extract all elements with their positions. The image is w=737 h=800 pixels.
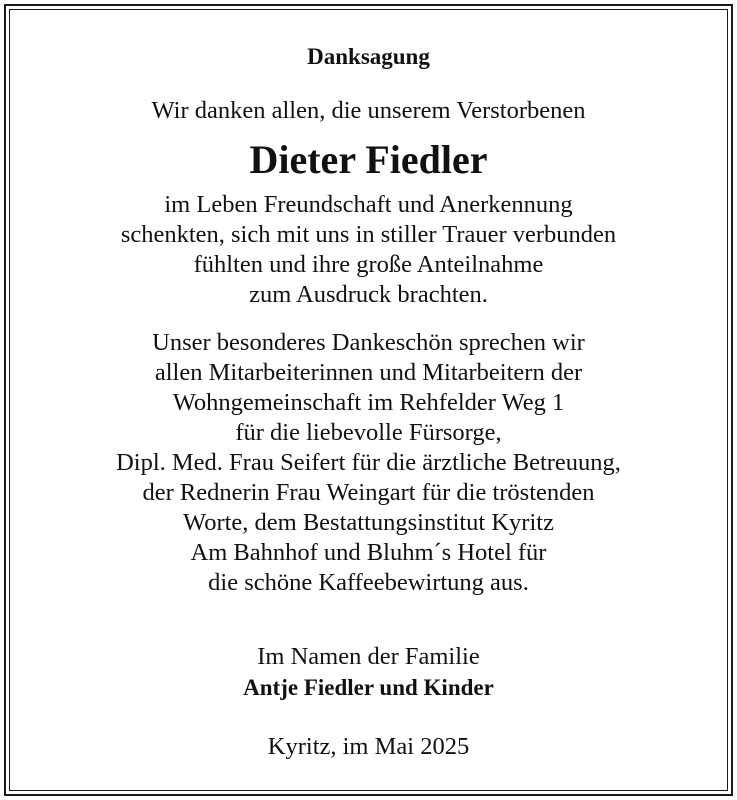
family-signature: Antje Fiedler und Kinder xyxy=(243,675,494,700)
deceased-name: Dieter Fiedler xyxy=(249,137,488,182)
notice-title: Danksagung xyxy=(307,44,430,69)
gratitude-paragraph xyxy=(10,190,727,310)
paragraph-line: für die liebevolle Fürsorge, xyxy=(235,419,502,446)
family-intro: Im Namen der Familie xyxy=(257,643,480,670)
paragraph-line: zum Ausdruck brachten. xyxy=(249,281,488,308)
paragraph-line: Worte, dem Bestattungsinstitut Kyritz xyxy=(183,509,554,536)
paragraph-line: Am Bahnhof und Bluhm´s Hotel für xyxy=(190,539,547,566)
place-and-date: Kyritz, im Mai 2025 xyxy=(267,733,470,760)
paragraph-line: Dipl. Med. Frau Seifert für die ärztliche Betreuung, xyxy=(116,449,621,476)
intro-line: Wir danken allen, die unserem Verstorbenen xyxy=(151,97,586,124)
paragraph-line: Wohngemeinschaft im Rehfelder Weg 1 xyxy=(172,389,565,416)
paragraph-line: allen Mitarbeiterinnen und Mitarbeitern der xyxy=(154,359,583,386)
special-thanks-paragraph xyxy=(10,328,727,598)
paragraph-line: schenkten, sich mit uns in stiller Trauer verbunden xyxy=(120,221,617,248)
paragraph-line: fühlten und ihre große Anteilnahme xyxy=(193,251,544,278)
paragraph-line: im Leben Freundschaft und Anerkennung xyxy=(164,191,573,218)
paragraph-line: Unser besonderes Dankeschön sprechen wir xyxy=(152,329,585,356)
paragraph-line: die schöne Kaffeebewirtung aus. xyxy=(208,569,529,596)
paragraph-line: der Rednerin Frau Weingart für die tröstenden xyxy=(142,479,595,506)
